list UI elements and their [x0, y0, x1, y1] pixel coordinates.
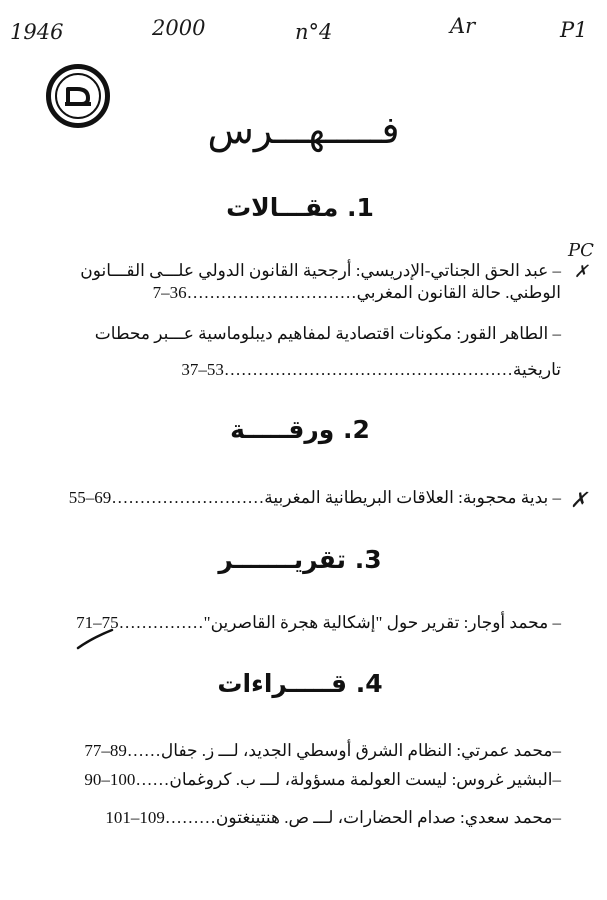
entry-text: –محمد سعدي: صدام الحضارات، لـــ ص. هنتينغتون — [215, 808, 561, 827]
toc-entry — [45, 487, 561, 509]
handwritten-check-mark: ✗ — [574, 262, 589, 282]
entry-text: الوطني. حالة القانون المغربي — [356, 283, 561, 302]
handwritten-page: P1 — [560, 18, 588, 42]
section-title: ورقـــــة — [230, 415, 335, 444]
section-heading-paper — [150, 414, 450, 446]
entry-text: تاريخية — [512, 360, 561, 379]
handwritten-issue-number: n°4 — [295, 20, 333, 44]
entry-pages: 55–69 — [68, 488, 112, 507]
entry-line — [45, 282, 561, 304]
section-title: قـــــراءات — [217, 669, 348, 698]
entry-pages: 7–36 — [152, 283, 187, 302]
entry-pages: 77–89 — [84, 741, 127, 760]
entry-text: –محمد عمرتي: النظام الشرق أوسطي الجديد، لـــ ز. جفال — [160, 741, 561, 760]
handwritten-underline — [76, 626, 116, 652]
section-number: 2. — [343, 415, 370, 444]
section-title: مقـــالات — [226, 193, 339, 222]
toc-entry — [45, 260, 561, 304]
page-title: فـــــهـــرس — [207, 108, 400, 152]
entry-pages: 71–75 — [76, 613, 119, 632]
dot-leader: …… — [126, 741, 161, 760]
handwritten-initials: PC — [568, 240, 594, 261]
dot-leader: …………… — [118, 613, 204, 632]
section-heading-report — [150, 544, 450, 576]
section-heading-readings — [150, 668, 450, 700]
toc-entry — [45, 740, 561, 762]
handwritten-year: 1946 — [10, 20, 64, 44]
section-heading-articles — [150, 192, 450, 224]
entry-pages: 101–109 — [105, 808, 165, 827]
entry-pages: 90–100 — [84, 770, 136, 789]
toc-entry — [45, 316, 561, 388]
dot-leader: ……………………… — [111, 488, 265, 507]
toc-entry — [45, 807, 561, 829]
entry-line: – الطاهر القور: مكونات اقتصادية لمفاهيم ديبلوماسية عـــبر محطات — [94, 324, 561, 343]
entry-text: – بدية محجوبة: العلاقات البريطانية المغربية — [264, 488, 561, 507]
entry-line: – عبد الحق الجناتي-الإدريسي: أرجحية القانون الدولي علـــى القـــانون — [80, 261, 561, 280]
section-number: 3. — [354, 545, 382, 574]
entry-text: –البشير غروس: ليست العولمة مسؤولة، لـــ ب. كروغمان — [169, 770, 561, 789]
section-number: 1. — [347, 193, 374, 222]
dot-leader: ………………………… — [186, 283, 357, 302]
handwritten-issue-year: 2000 — [152, 16, 206, 40]
entry-line — [45, 352, 561, 388]
toc-entry — [45, 612, 561, 634]
handwritten-code: Ar — [450, 14, 476, 38]
section-title: تقريـــــــر — [218, 545, 347, 574]
dot-leader: ……… — [164, 808, 216, 827]
toc-entry — [45, 769, 561, 791]
dot-leader: …………………………………………… — [223, 360, 513, 379]
dot-leader: …… — [135, 770, 170, 789]
entry-pages: 37–53 — [181, 360, 224, 379]
section-number: 4. — [355, 669, 383, 698]
entry-text: – محمد أوجار: تقرير حول "إشكالية هجرة القاصرين" — [203, 613, 561, 632]
handwritten-check-mark: ✗ — [570, 488, 588, 512]
